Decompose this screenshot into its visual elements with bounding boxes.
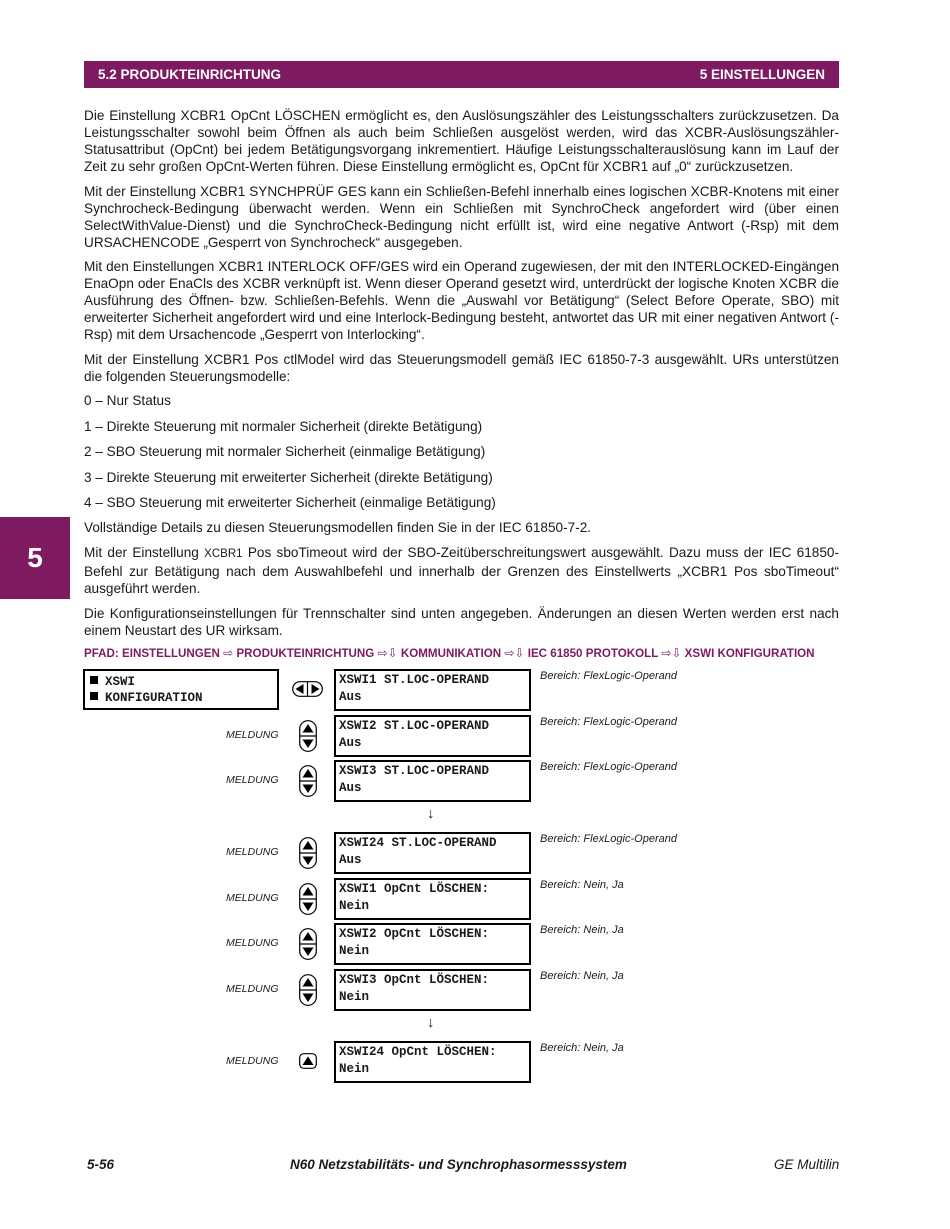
meldung-label: MELDUNG: [226, 846, 279, 858]
document-title: N60 Netzstabilitäts- und Synchrophasormesssystem: [290, 1157, 627, 1172]
meldung-label: MELDUNG: [226, 729, 279, 741]
setting-display[interactable]: [334, 923, 531, 965]
paragraph: Mit den Einstellungen XCBR1 INTERLOCK OFF/GES wird ein Operand zugewiesen, der mit den INTERLOCKED-Eingängen EnaOpn oder EnaCls des XCBR verknüpft ist. Wenn dieser Operand gesetzt wird, unterdrückt der logische Knoten XCBR die Ausführung des Öffnen- bzw. Schließen-Befehls. Wenn die „Auswahl vor Betätigung“ (Select Before Operate, SBO) mit erweiterter Sicherheit angefordert wird und eine Interlock-Bedingung besteht, antwortet das UR mit einer negativen Antwort (-Rsp) mit dem Ursachencode „Gesperrt von Interlocking“.: [84, 259, 839, 343]
setting-name-smallcaps: XCBR1: [204, 547, 243, 560]
menu-path: [84, 646, 844, 660]
meldung-label: MELDUNG: [226, 983, 279, 995]
setting-title: XSWI3 OpCnt LÖSCHEN:: [339, 973, 490, 987]
setting-title: XSWI2 ST.LOC-OPERAND: [339, 719, 490, 733]
setting-display[interactable]: [334, 669, 531, 711]
path-step: IEC 61850 PROTOKOLL: [527, 647, 659, 660]
section-header-bar: [84, 61, 839, 88]
setting-title: XSWI24 ST.LOC-OPERAND: [339, 836, 497, 850]
list-item: 4 – SBO Steuerung mit erweiterter Sicherheit (einmalige Betätigung): [84, 494, 496, 510]
setting-display[interactable]: [334, 969, 531, 1011]
setting-display[interactable]: [334, 878, 531, 920]
paragraph: [84, 544, 839, 597]
up-down-keypad-icon: [299, 974, 317, 1006]
setting-value: Nein: [339, 990, 370, 1004]
setting-row: [0, 878, 950, 920]
setting-display[interactable]: [334, 832, 531, 874]
menu-line-text: KONFIGURATION: [105, 691, 203, 705]
setting-display[interactable]: [334, 715, 531, 757]
meldung-label: MELDUNG: [226, 892, 279, 904]
list-item: 0 – Nur Status: [84, 393, 171, 409]
setting-value: Aus: [339, 781, 362, 795]
setting-display[interactable]: [334, 760, 531, 802]
setting-range: Bereich: Nein, Ja: [540, 924, 624, 936]
text-span: Pos sboTimeout wird der SBO-Zeitüberschreitungswert ausgewählt. Dazu muss der IEC 61850-Befehl zur Betätigung nach dem Auswahlbefehl und innerhalb der Grenzen des Einstellwerts „XCBR1 Pos sboTimeout“ ausgeführt werden.: [84, 544, 839, 596]
down-arrow-icon: ↓: [427, 1014, 435, 1031]
right-down-arrow-icon: ⇨⇩: [504, 646, 525, 660]
list-item: 1 – Direkte Steuerung mit normaler Sicherheit (direkte Betätigung): [84, 418, 483, 434]
setting-row: [0, 832, 950, 874]
setting-title: XSWI24 OpCnt LÖSCHEN:: [339, 1045, 497, 1059]
page-number: 5-56: [87, 1157, 115, 1172]
down-arrow-icon: ↓: [427, 805, 435, 822]
setting-title: XSWI3 ST.LOC-OPERAND: [339, 764, 490, 778]
setting-value: Aus: [339, 736, 362, 750]
path-step: PRODUKTEINRICHTUNG: [236, 647, 375, 660]
paragraph: Mit der Einstellung XCBR1 Pos ctlModel wird das Steuerungsmodell gemäß IEC 61850-7-3 ausgewählt. URs unterstützen die folgenden Steuerungsmodelle:: [84, 351, 839, 384]
list-item: 2 – SBO Steuerung mit normaler Sicherheit (einmalige Betätigung): [84, 444, 486, 460]
brand-name: GE Multilin: [774, 1157, 840, 1172]
body-text: [84, 107, 839, 646]
setting-value: Aus: [339, 690, 362, 704]
section-title: 5.2 PRODUKTEINRICHTUNG: [98, 67, 282, 82]
up-key-icon: [299, 1053, 317, 1069]
up-down-keypad-icon: [299, 765, 317, 797]
setting-range: Bereich: Nein, Ja: [540, 970, 624, 982]
setting-title: XSWI1 OpCnt LÖSCHEN:: [339, 882, 490, 896]
chapter-title: 5 EINSTELLUNGEN: [699, 67, 825, 82]
right-down-arrow-icon: ⇨⇩: [377, 646, 398, 660]
paragraph: Die Konfigurationseinstellungen für Trennschalter sind unten angegeben. Änderungen an diesen Werten werden erst nach einem Neustart des UR wirksam.: [84, 605, 839, 638]
setting-value: Aus: [339, 853, 362, 867]
setting-row: [0, 923, 950, 965]
setting-range: Bereich: Nein, Ja: [540, 1042, 624, 1054]
setting-row: [0, 969, 950, 1011]
setting-row: [0, 1041, 950, 1083]
up-down-keypad-icon: [299, 720, 317, 752]
setting-value: Nein: [339, 1062, 370, 1076]
setting-range: Bereich: Nein, Ja: [540, 879, 624, 891]
setting-range: Bereich: FlexLogic-Operand: [540, 833, 677, 845]
paragraph: Die Einstellung XCBR1 OpCnt LÖSCHEN ermöglicht es, den Auslösungszähler des Leistungsschalters zurückzusetzen. Da Leistungsschalter sowohl beim Öffnen als auch beim Schließen ausgelöst werden, wird das XCBR-Auslösungszähler-Statusattribut (OpCnt) bei jedem Betätigungsvorgang inkrementiert. Häufige Leistungsschalterauslösung kann im Lauf der Zeit zu sehr großen OpCnt-Werten führen. Diese Einstellung ermöglicht es, OpCnt für XCBR1 auf „0“ zurückzusetzen.: [84, 108, 839, 174]
list-item: 3 – Direkte Steuerung mit erweiterter Sicherheit (direkte Betätigung): [84, 469, 493, 485]
up-down-keypad-icon: [299, 837, 317, 869]
menu-line-text: XSWI: [105, 675, 136, 689]
paragraph: Vollständige Details zu diesen Steuerungsmodellen finden Sie in der IEC 61850-7-2.: [84, 520, 592, 536]
setting-row: [0, 760, 950, 802]
setting-title: XSWI1 ST.LOC-OPERAND: [339, 673, 490, 687]
meldung-label: MELDUNG: [226, 1055, 279, 1067]
path-step: XSWI KONFIGURATION: [684, 647, 815, 660]
setting-title: XSWI2 OpCnt LÖSCHEN:: [339, 927, 490, 941]
setting-display[interactable]: [334, 1041, 531, 1083]
setting-range: Bereich: FlexLogic-Operand: [540, 670, 677, 682]
right-down-arrow-icon: ⇨⇩: [661, 646, 682, 660]
setting-range: Bereich: FlexLogic-Operand: [540, 716, 677, 728]
up-down-keypad-icon: [299, 883, 317, 915]
meldung-label: MELDUNG: [226, 937, 279, 949]
path-prefix: PFAD: EINSTELLUNGEN: [84, 647, 220, 660]
text-span: Mit der Einstellung: [84, 544, 205, 560]
setting-value: Nein: [339, 899, 370, 913]
chapter-side-tab: 5: [0, 517, 70, 599]
meldung-label: MELDUNG: [226, 774, 279, 786]
path-step: KOMMUNIKATION: [400, 647, 502, 660]
setting-value: Nein: [339, 944, 370, 958]
paragraph: Mit der Einstellung XCBR1 SYNCHPRÜF GES kann ein Schließen-Befehl innerhalb eines logischen XCBR-Knotens mit einer Synchrocheck-Bedingung überwacht werden. Wenn ein Schließen mit SynchroCheck angefordert wird (über einen SelectWithValue-Dienst) und die SynchroCheck-Bedingung nicht erfüllt ist, wird eine negative Antwort (-Rsp) mit dem URSACHENCODE „Gesperrt von Synchrocheck“ ausgegeben.: [84, 183, 839, 250]
setting-row: [0, 669, 950, 711]
right-arrow-icon: ⇨: [223, 646, 234, 660]
up-down-keypad-icon: [299, 928, 317, 960]
setting-range: Bereich: FlexLogic-Operand: [540, 761, 677, 773]
setting-row: [0, 715, 950, 757]
